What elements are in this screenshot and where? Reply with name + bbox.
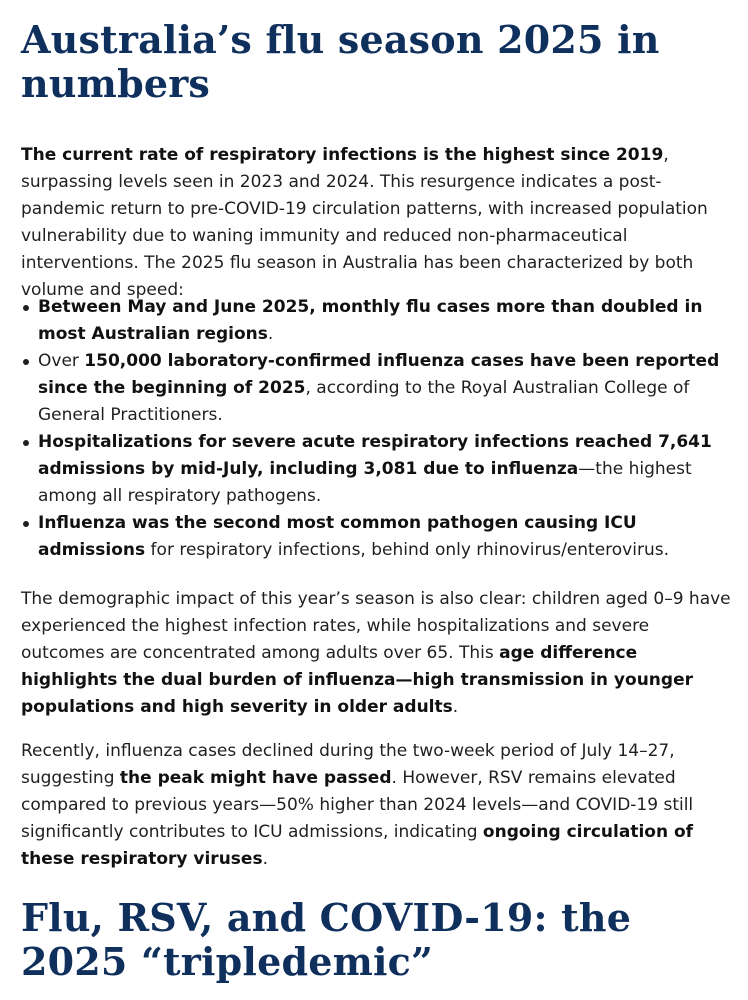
list-item-bold-text: Hospitalizations for severe acute respiratory infections reached 7,641 admissions by mid-July, including 3,081 due to influenza <box>38 432 712 479</box>
recent-bold-text: ongoing circulation of these respiratory viruses <box>21 822 694 869</box>
list-item <box>21 510 733 564</box>
list-item-text: for respiratory infections, behind only rhinovirus/enterovirus. <box>145 540 669 560</box>
recent-text: Recently, influenza cases declined during the two-week period of July 14–27, suggesting <box>21 741 675 788</box>
list-item-bold-text: Between May and June 2025, monthly flu cases more than doubled in most Australian regions <box>38 297 703 344</box>
page-title: Australia’s flu season 2025 in numbers <box>21 17 660 106</box>
list-item-text: Over <box>38 351 85 371</box>
recent-trend-paragraph <box>21 738 733 873</box>
key-stats-list <box>21 294 733 564</box>
list-item <box>21 348 733 429</box>
demographic-text: The demographic impact of this year’s season is also clear: children aged 0–9 have experienced the highest infection rates, while hospitalizations and severe outcomes are concentrated among adults over 65. This <box>21 589 731 663</box>
intro-text: , surpassing levels seen in 2023 and 2024. This resurgence indicates a post-pandemic return to pre-COVID-19 circulation patterns, with increased population vulnerability due to waning immunity and reduced non-pharmaceutical interventions. The 2025 flu season in Australia has been characterized by both volume and speed: <box>21 145 708 300</box>
section-heading: Flu, RSV, and COVID-19: the 2025 “tripledemic” <box>21 895 632 984</box>
recent-text-end: . <box>262 849 268 869</box>
recent-text: . However, RSV remains elevated compared to previous years—50% higher than 2024 levels—and COVID-19 still significantly contributes to ICU admissions, indicating <box>21 768 694 842</box>
intro-bold-text: The current rate of respiratory infections is the highest since 2019 <box>21 145 664 165</box>
list-item-text: . <box>267 324 274 344</box>
list-item-bold-text: 150,000 laboratory-confirmed influenza cases have been reported since the beginning of 2025 <box>38 351 720 398</box>
intro-paragraph <box>21 142 733 304</box>
list-item-text: —the highest among all respiratory pathogens. <box>38 459 692 506</box>
list-item-text: , according to the Royal Australian College of General Practitioners. <box>38 378 690 425</box>
list-item <box>21 429 733 510</box>
recent-bold-text: the peak might have passed <box>119 768 392 788</box>
list-item-bold-text: Influenza was the second most common pathogen causing ICU admissions <box>38 513 637 560</box>
demographic-bold-text: age difference highlights the dual burden of influenza—high transmission in younger populations and high severity in older adults <box>21 643 693 717</box>
demographic-paragraph <box>21 586 733 721</box>
list-item <box>21 294 733 348</box>
demographic-text-end: . <box>452 697 459 717</box>
